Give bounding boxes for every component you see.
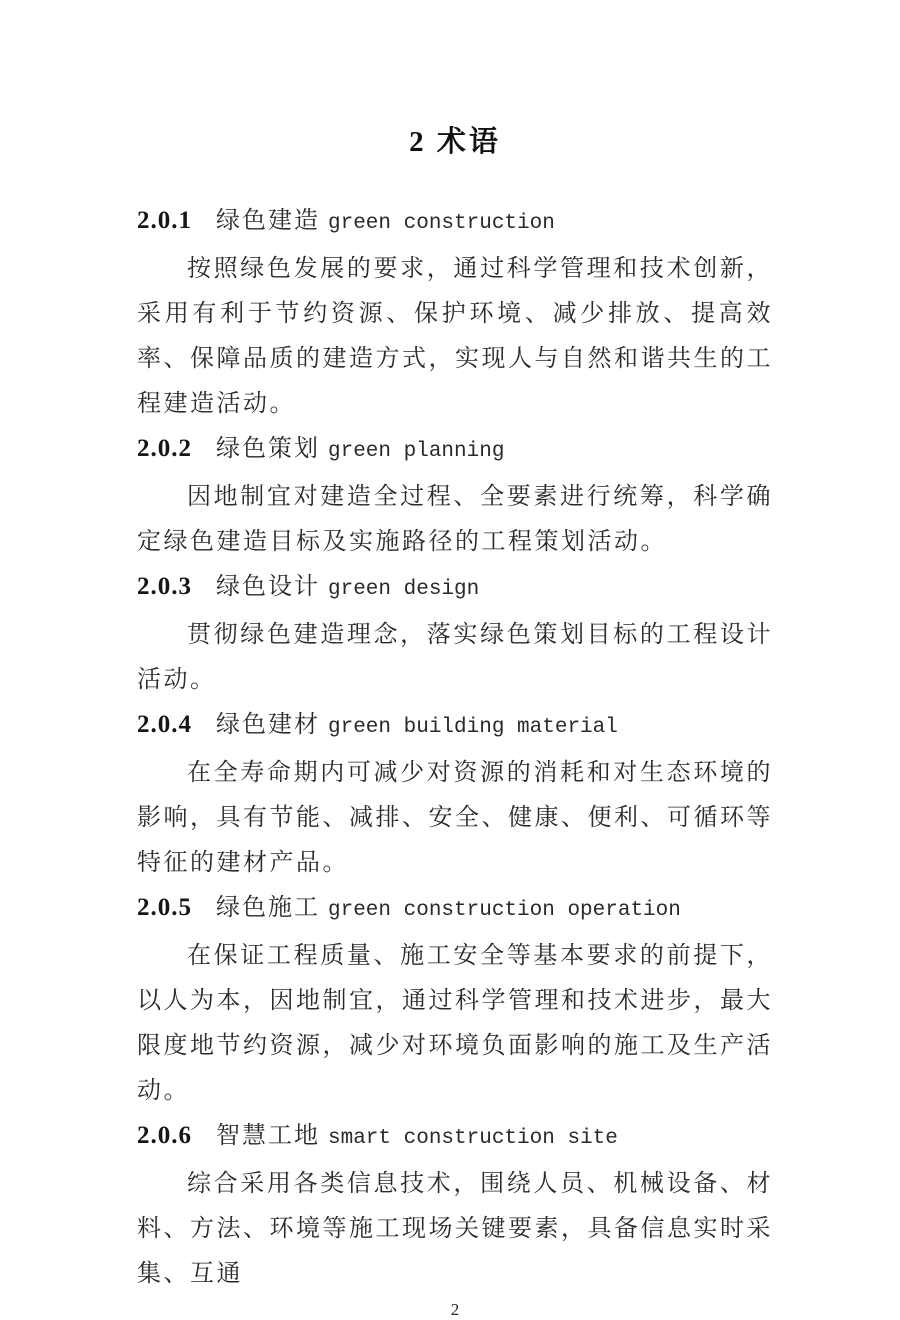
- section-heading: [137, 426, 773, 474]
- section-term: 绿色建材: [216, 710, 320, 738]
- section-2-0-4: [137, 702, 773, 885]
- section-2-0-1: [137, 198, 773, 426]
- section-term-english: green building material: [328, 716, 618, 739]
- section-term-english: green construction: [328, 212, 555, 235]
- section-number: 2.0.2: [137, 435, 192, 462]
- section-definition: 因地制宜对建造全过程、全要素进行统筹，科学确定绿色建造目标及实施路径的工程策划活动。: [137, 482, 773, 555]
- section-2-0-6: [137, 1113, 773, 1296]
- section-term: 绿色施工: [216, 893, 320, 921]
- section-2-0-5: [137, 885, 773, 1113]
- section-term-english: green design: [328, 578, 480, 601]
- section-definition: 按照绿色发展的要求，通过科学管理和技术创新，采用有利于节约资源、保护环境、减少排放、提高效率、保障品质的建造方式，实现人与自然和谐共生的工程建造活动。: [137, 254, 773, 417]
- section-term-english: green construction operation: [328, 899, 681, 922]
- section-2-0-2: [137, 426, 773, 564]
- page-title: 2 术语: [409, 126, 501, 158]
- section-definition: 在保证工程质量、施工安全等基本要求的前提下，以人为本，因地制宜，通过科学管理和技术进步，最大限度地节约资源，减少对环境负面影响的施工及生产活动。: [137, 941, 773, 1104]
- section-heading: [137, 198, 773, 246]
- section-heading: [137, 702, 773, 750]
- section-heading: [137, 564, 773, 612]
- section-heading: [137, 885, 773, 933]
- section-number: 2.0.1: [137, 207, 192, 234]
- page-number: 2: [450, 1300, 460, 1319]
- section-term: 绿色设计: [216, 572, 320, 600]
- section-number: 2.0.6: [137, 1122, 192, 1149]
- section-term-english: smart construction site: [328, 1127, 618, 1150]
- terminology-sections: [137, 198, 773, 1296]
- section-2-0-3: [137, 564, 773, 702]
- section-term: 智慧工地: [216, 1121, 320, 1149]
- section-number: 2.0.4: [137, 711, 192, 738]
- section-term-english: green planning: [328, 440, 505, 463]
- section-number: 2.0.3: [137, 573, 192, 600]
- section-definition: 贯彻绿色建造理念，落实绿色策划目标的工程设计活动。: [137, 620, 773, 693]
- section-term: 绿色建造: [216, 206, 320, 234]
- section-term: 绿色策划: [216, 434, 320, 462]
- section-definition: 在全寿命期内可减少对资源的消耗和对生态环境的影响，具有节能、减排、安全、健康、便利、可循环等特征的建材产品。: [137, 758, 773, 876]
- section-heading: [137, 1113, 773, 1161]
- section-number: 2.0.5: [137, 894, 192, 921]
- section-definition: 综合采用各类信息技术，围绕人员、机械设备、材料、方法、环境等施工现场关键要素，具备信息实时采集、互通: [137, 1169, 773, 1287]
